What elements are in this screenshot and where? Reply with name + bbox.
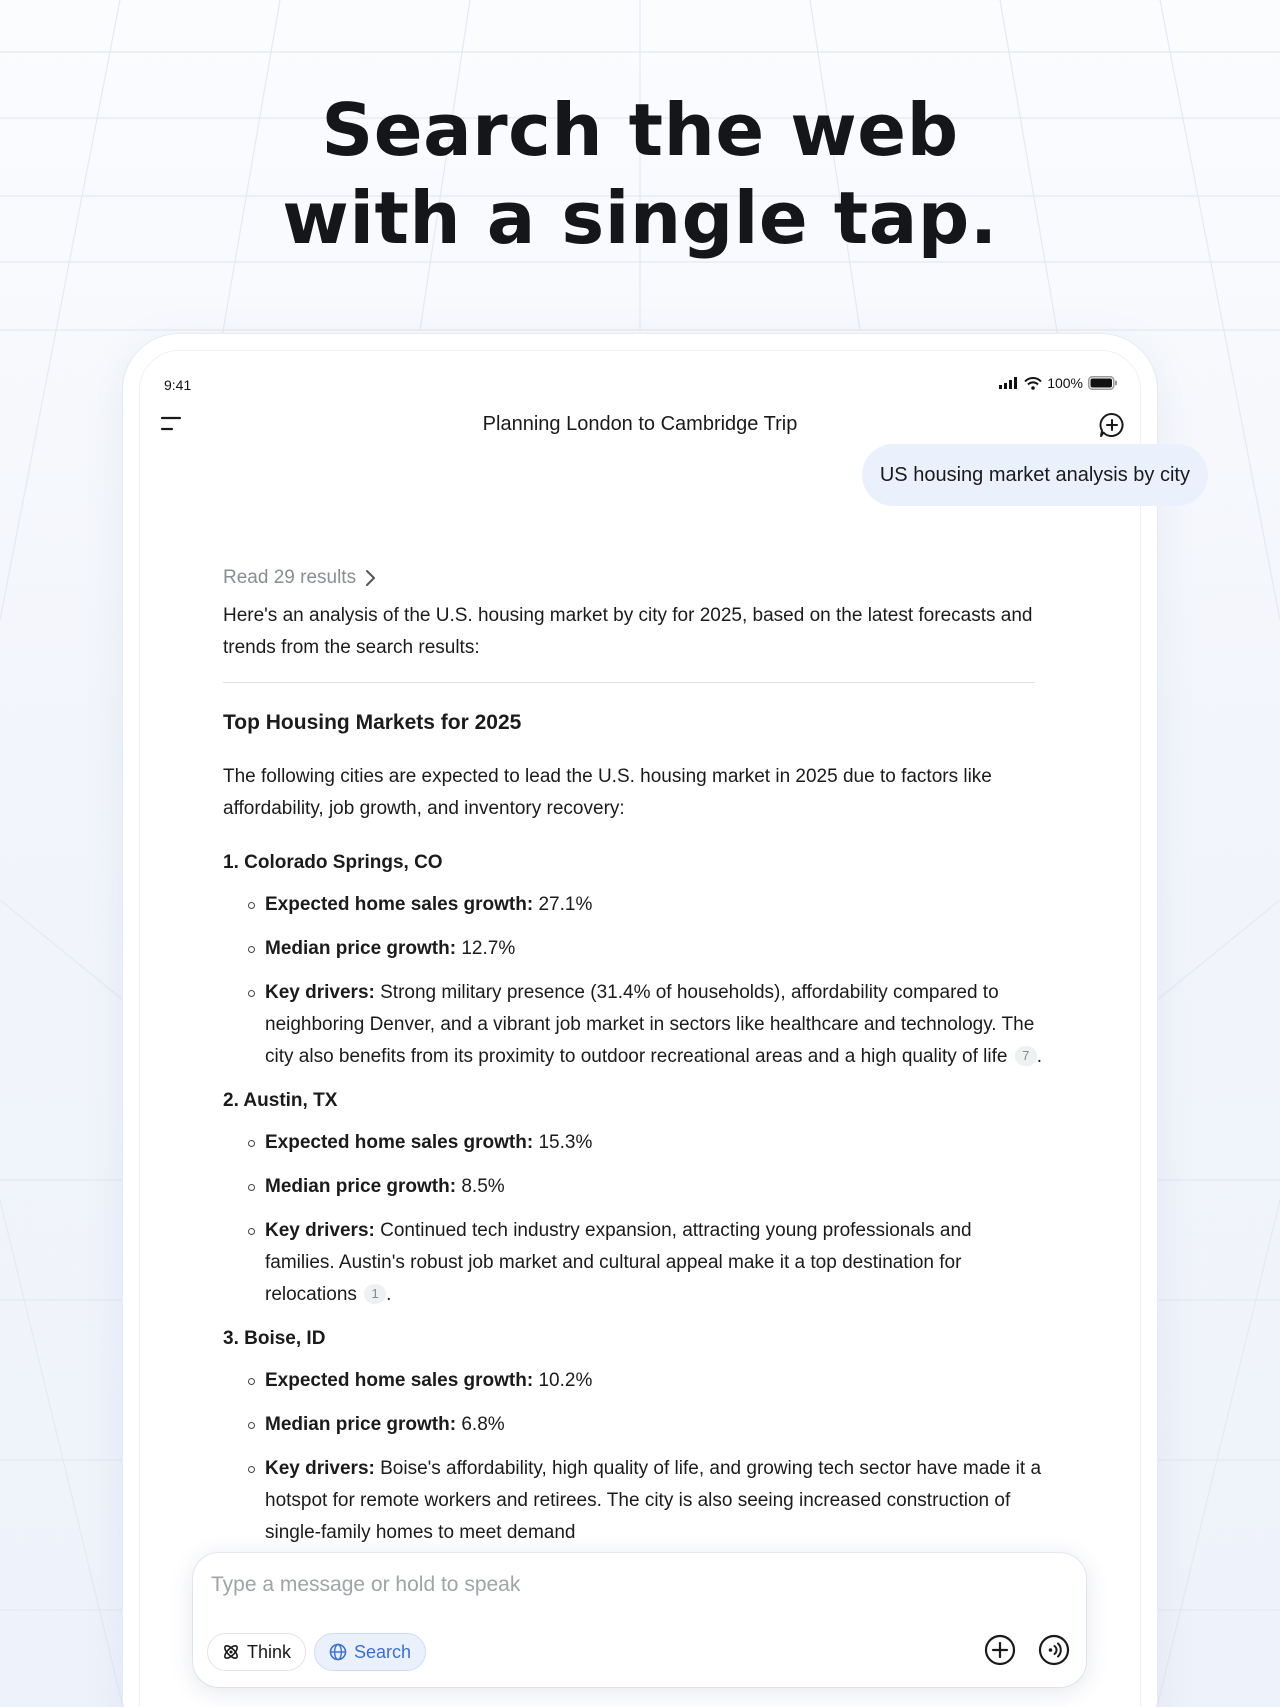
answer-intro: Here's an analysis of the U.S. housing market by city for 2025, based on the latest forecasts and trends from the search results: — [223, 605, 1033, 658]
item-label: Expected home sales growth: — [265, 1132, 534, 1153]
read-results-link[interactable] — [223, 558, 1043, 598]
signal-icon — [999, 377, 1019, 389]
add-attachment-icon[interactable] — [983, 1633, 1017, 1667]
atom-icon — [222, 1643, 240, 1661]
user-message-bubble: US housing market analysis by city — [862, 444, 1208, 506]
item-label: Key drivers: — [265, 982, 375, 1003]
city-heading: 2. Austin, TX — [223, 1090, 338, 1111]
search-toggle-button[interactable] — [314, 1633, 426, 1671]
item-label: Key drivers: — [265, 1458, 375, 1479]
chevron-right-icon — [364, 569, 376, 587]
conversation-title: Planning London to Cambridge Trip — [482, 413, 798, 435]
think-label: Think — [247, 1641, 292, 1662]
city-bullets — [265, 889, 1043, 1073]
status-time: 9:41 — [164, 377, 192, 393]
assistant-answer — [223, 558, 1043, 1561]
globe-icon — [329, 1643, 347, 1661]
list-item — [265, 1127, 1043, 1159]
citation-badge[interactable]: 1 — [364, 1284, 386, 1304]
battery-percent: 100% — [1047, 375, 1083, 391]
divider — [223, 682, 1035, 683]
message-composer — [193, 1553, 1086, 1687]
search-label: Search — [354, 1641, 412, 1662]
status-indicators — [999, 375, 1118, 391]
list-item — [265, 977, 1043, 1073]
citation-badge[interactable]: 7 — [1015, 1046, 1037, 1066]
section-paragraph: The following cities are expected to lead the U.S. housing market in 2025 due to factors like affordability, job growth, and inventory recovery: — [223, 766, 992, 819]
battery-icon — [1088, 376, 1118, 390]
item-text: 10.2% — [533, 1370, 593, 1391]
list-item — [265, 1365, 1043, 1397]
list-item — [265, 1171, 1043, 1203]
city-heading: 1. Colorado Springs, CO — [223, 852, 443, 873]
city-bullets — [265, 1365, 1043, 1549]
item-label: Expected home sales growth: — [265, 1370, 534, 1391]
think-toggle-button[interactable] — [207, 1633, 306, 1671]
new-chat-icon[interactable] — [1098, 411, 1126, 439]
app-nav-bar — [140, 401, 1140, 447]
headline-line-2: with a single tap. — [282, 176, 998, 260]
item-text: Boise's affordability, high quality of life, and growing tech sector have made it a hotspot for remote workers and retirees. The city is also seeing increased construction of single-family homes to meet demand — [265, 1458, 1042, 1543]
item-text: 15.3% — [533, 1132, 593, 1153]
wifi-icon — [1024, 377, 1042, 390]
item-label: Expected home sales growth: — [265, 894, 534, 915]
item-text: 12.7% — [456, 938, 516, 959]
list-item — [265, 889, 1043, 921]
city-bullets — [265, 1127, 1043, 1311]
item-text: 27.1% — [533, 894, 593, 915]
headline-line-1: Search the web — [321, 88, 959, 172]
read-results-label: Read 29 results — [223, 567, 357, 588]
item-text: 6.8% — [456, 1414, 505, 1435]
item-tail: . — [1036, 1046, 1042, 1067]
list-item — [265, 933, 1043, 965]
item-label: Key drivers: — [265, 1220, 375, 1241]
list-item — [265, 1409, 1043, 1441]
item-label: Median price growth: — [265, 938, 457, 959]
item-text: Continued tech industry expansion, attracting young professionals and families. Austin's robust job market and cultural appeal make it a top destination for relocations — [265, 1220, 972, 1305]
voice-icon[interactable] — [1037, 1633, 1071, 1667]
city-heading: 3. Boise, ID — [223, 1328, 326, 1349]
marketing-headline — [0, 86, 1280, 262]
message-input[interactable] — [211, 1567, 911, 1603]
item-text: 8.5% — [456, 1176, 505, 1197]
item-label: Median price growth: — [265, 1414, 457, 1435]
section-title: Top Housing Markets for 2025 — [223, 711, 522, 734]
item-label: Median price growth: — [265, 1176, 457, 1197]
list-item — [265, 1215, 1043, 1311]
item-text: Strong military presence (31.4% of households), affordability compared to neighboring Denver, and a vibrant job market in sectors like healthcare and technology. The city also benefits from its proximity to outdoor recreational areas and a high quality of life — [265, 982, 1035, 1067]
list-item — [265, 1453, 1043, 1549]
item-tail: . — [386, 1284, 392, 1305]
status-bar — [140, 351, 1140, 395]
